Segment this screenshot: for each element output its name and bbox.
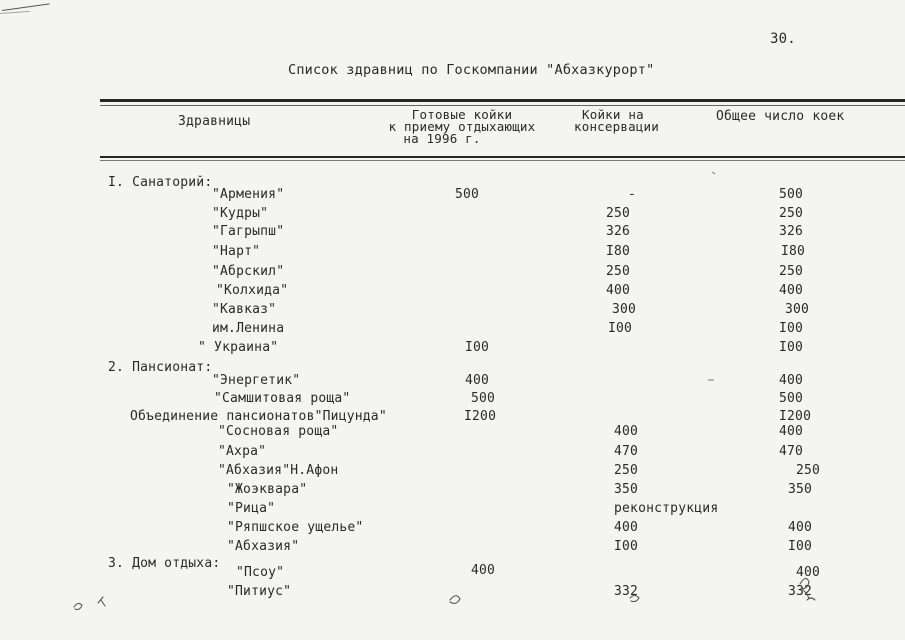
handwritten-mark (807, 598, 815, 600)
row-name: "Нарт" (212, 244, 261, 259)
row-conservation: 400 (614, 520, 639, 535)
column-header-ready-line: к приему отдыхающих (388, 119, 536, 134)
row-name: "Ряпшское ущелье" (227, 520, 364, 535)
row-conservation: 470 (614, 444, 639, 459)
handwritten-mark (98, 597, 105, 606)
section-heading: 2. Пансионат: (108, 360, 213, 375)
row-total: 400 (779, 424, 804, 439)
row-ready: I200 (464, 409, 497, 424)
row-ready: 400 (471, 563, 496, 578)
row-total: I00 (779, 340, 804, 355)
row-name: "Кудры" (212, 206, 269, 221)
row-total: 350 (788, 482, 813, 497)
row-name: "Сосновая роща" (218, 424, 339, 439)
handwritten-mark (630, 596, 639, 602)
row-name: "Гагрыпш" (212, 224, 285, 239)
row-total: 250 (779, 206, 804, 221)
row-name: "Самшитовая роща" (214, 391, 351, 406)
page-title: Список здравниц по Госкомпании "Абхазкурорт" (288, 62, 655, 78)
row-conservation: 250 (606, 264, 631, 279)
row-name: "Жоэквара" (227, 482, 308, 497)
row-name: "Питиус" (227, 584, 292, 599)
row-name: "Кавказ" (212, 302, 277, 317)
column-header-conservation-line: консервации (574, 119, 659, 134)
row-conservation: 332 (614, 584, 639, 599)
row-ready: 400 (465, 373, 490, 388)
row-total: 500 (779, 391, 804, 406)
row-name: "Абхазия" (227, 539, 300, 554)
column-header-ready-line: на 1996 г. (403, 131, 481, 146)
row-name: "Ахра" (218, 444, 267, 459)
row-total: I80 (781, 244, 806, 259)
row-name: "Псоу" (236, 565, 285, 580)
column-header-name: Здравницы (178, 114, 251, 129)
row-total: 400 (796, 565, 821, 580)
row-ready: 500 (455, 187, 480, 202)
row-ready: I00 (465, 340, 490, 355)
handwritten-mark (450, 596, 460, 604)
row-total: 300 (785, 302, 810, 317)
row-total: 470 (779, 444, 804, 459)
column-header-ready-line: Готовые койки (411, 107, 513, 122)
row-conservation: реконструкция (614, 501, 719, 516)
row-name: "Рица" (227, 501, 276, 516)
row-total: 250 (796, 463, 821, 478)
row-total: 400 (779, 283, 804, 298)
row-total: I200 (779, 409, 812, 424)
row-name: " Украина" (198, 340, 279, 355)
column-header-total: Общее число коек (716, 109, 845, 124)
row-conservation: 400 (606, 283, 631, 298)
section-heading: I. Санаторий: (108, 175, 213, 190)
row-conservation: 400 (614, 424, 639, 439)
row-conservation: I00 (614, 539, 639, 554)
row-total: 332 (788, 584, 813, 599)
page-number: 30. (770, 31, 796, 47)
section-heading: 3. Дом отдыха: (108, 556, 221, 571)
row-conservation: - (628, 187, 637, 202)
row-conservation: 250 (614, 463, 639, 478)
handwritten-mark (800, 578, 809, 598)
row-total: 250 (779, 264, 804, 279)
scan-mark (712, 172, 715, 174)
row-name: Объединение пансионатов"Пицунда" (130, 409, 387, 424)
row-name: "Абрскил" (212, 264, 285, 279)
row-conservation: 250 (606, 206, 631, 221)
row-name: "Колхида" (216, 283, 289, 298)
row-total: I00 (788, 539, 813, 554)
row-total: 326 (779, 224, 804, 239)
row-name: "Армения" (212, 187, 285, 202)
row-total: 400 (779, 373, 804, 388)
row-total: I00 (779, 321, 804, 336)
row-total: 500 (779, 187, 804, 202)
row-name: им.Ленина (212, 321, 285, 336)
row-total: 400 (788, 520, 813, 535)
row-conservation: 300 (612, 302, 637, 317)
row-conservation: 350 (614, 482, 639, 497)
row-name: "Абхазия"Н.Афон (218, 463, 339, 478)
column-header-conservation-line: Койки на (582, 107, 644, 122)
row-name: "Энергетик" (212, 373, 301, 388)
row-conservation: 326 (606, 224, 631, 239)
handwritten-mark (74, 603, 82, 609)
row-ready: 500 (471, 391, 496, 406)
row-conservation: I80 (606, 244, 631, 259)
row-conservation: I00 (608, 321, 633, 336)
